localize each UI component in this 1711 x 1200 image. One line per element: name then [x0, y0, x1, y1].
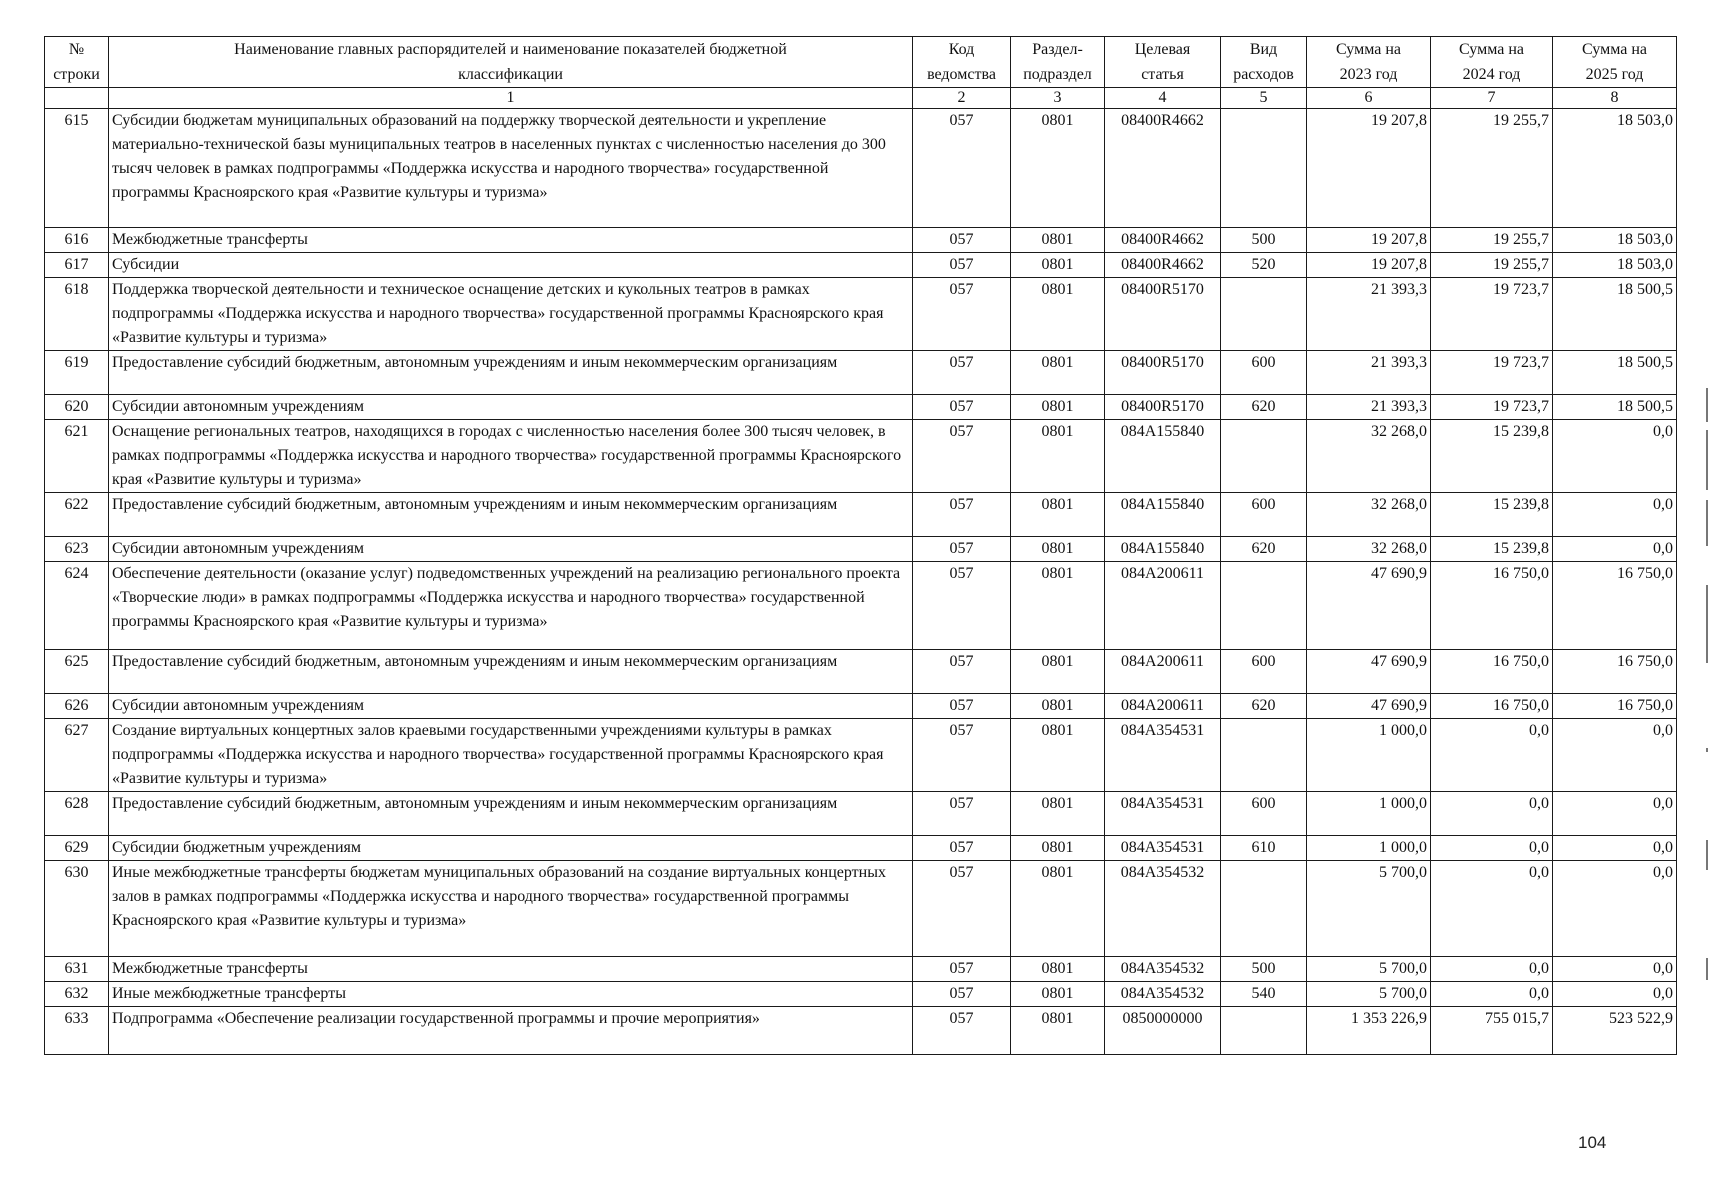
- expense-type: [1221, 278, 1307, 351]
- expense-type: [1221, 109, 1307, 228]
- target-article: 084A354532: [1105, 957, 1221, 982]
- sum-2023: 47 690,9: [1307, 562, 1431, 650]
- dept-code: 057: [913, 836, 1011, 861]
- sum-2023: 32 268,0: [1307, 493, 1431, 537]
- dept-code: 057: [913, 650, 1011, 694]
- sum-2024: 19 723,7: [1431, 351, 1553, 395]
- sum-2024: 0,0: [1431, 861, 1553, 957]
- section-code: 0801: [1011, 395, 1105, 420]
- dept-code: 057: [913, 395, 1011, 420]
- header-section: Раздел- подраздел: [1011, 37, 1105, 88]
- target-article: 0850000000: [1105, 1007, 1221, 1055]
- sum-2024: 15 239,8: [1431, 493, 1553, 537]
- sum-2024: 0,0: [1431, 982, 1553, 1007]
- row-number: 631: [45, 957, 109, 982]
- target-article: 08400R4662: [1105, 228, 1221, 253]
- sum-2023: 5 700,0: [1307, 982, 1431, 1007]
- target-article: 084A155840: [1105, 493, 1221, 537]
- table-row: [45, 861, 1677, 957]
- target-article: 084A155840: [1105, 537, 1221, 562]
- header-expense-type: Вид расходов: [1221, 37, 1307, 88]
- table-row: [45, 562, 1677, 650]
- table-row: [45, 982, 1677, 1007]
- sum-2025: 0,0: [1553, 836, 1677, 861]
- row-number: 628: [45, 792, 109, 836]
- expense-type: 520: [1221, 253, 1307, 278]
- table-row: [45, 253, 1677, 278]
- sum-2025: 0,0: [1553, 537, 1677, 562]
- section-code: 0801: [1011, 351, 1105, 395]
- section-code: 0801: [1011, 493, 1105, 537]
- row-number: 632: [45, 982, 109, 1007]
- row-number: 616: [45, 228, 109, 253]
- expense-type: 600: [1221, 650, 1307, 694]
- sum-2023: 21 393,3: [1307, 351, 1431, 395]
- sum-2023: 32 268,0: [1307, 420, 1431, 493]
- target-article: 084A155840: [1105, 420, 1221, 493]
- section-code: 0801: [1011, 228, 1105, 253]
- dept-code: 057: [913, 719, 1011, 792]
- sum-2023: 21 393,3: [1307, 395, 1431, 420]
- row-number: 633: [45, 1007, 109, 1055]
- section-code: 0801: [1011, 982, 1105, 1007]
- row-number: 615: [45, 109, 109, 228]
- expense-type: 620: [1221, 537, 1307, 562]
- row-number: 627: [45, 719, 109, 792]
- sum-2024: 19 723,7: [1431, 395, 1553, 420]
- row-name: Субсидии автономным учреждениям: [109, 694, 913, 719]
- row-name: Иные межбюджетные трансферты: [109, 982, 913, 1007]
- target-article: 084A354531: [1105, 792, 1221, 836]
- sum-2025: 0,0: [1553, 493, 1677, 537]
- section-code: 0801: [1011, 1007, 1105, 1055]
- sum-2024: 0,0: [1431, 792, 1553, 836]
- row-name: Обеспечение деятельности (оказание услуг) подведомственных учреждений на реализацию регионального проекта «Творческие люди» в рамках подпрограммы «Поддержка искусства и народного творчества» государственной программы Красноярского края «Развитие культуры и туризма»: [109, 562, 913, 650]
- expense-type: 620: [1221, 395, 1307, 420]
- section-code: 0801: [1011, 650, 1105, 694]
- column-number: 4: [1105, 88, 1221, 109]
- sum-2025: 16 750,0: [1553, 694, 1677, 719]
- header-dept-code: Код ведомства: [913, 37, 1011, 88]
- table-row: [45, 109, 1677, 228]
- sum-2023: 21 393,3: [1307, 278, 1431, 351]
- section-code: 0801: [1011, 694, 1105, 719]
- sum-2025: 0,0: [1553, 861, 1677, 957]
- dept-code: 057: [913, 694, 1011, 719]
- expense-type: [1221, 861, 1307, 957]
- column-number: 1: [109, 88, 913, 109]
- target-article: 084A354531: [1105, 719, 1221, 792]
- row-number: 622: [45, 493, 109, 537]
- row-name: Иные межбюджетные трансферты бюджетам муниципальных образований на создание виртуальных концертных залов в рамках подпрограммы «Поддержка искусства и народного творчества» государственной программы Красноярского края «Развитие культуры и туризма»: [109, 861, 913, 957]
- row-name: Межбюджетные трансферты: [109, 228, 913, 253]
- dept-code: 057: [913, 982, 1011, 1007]
- sum-2024: 0,0: [1431, 719, 1553, 792]
- sum-2025: 0,0: [1553, 420, 1677, 493]
- expense-type: [1221, 1007, 1307, 1055]
- dept-code: 057: [913, 537, 1011, 562]
- sum-2023: 5 700,0: [1307, 861, 1431, 957]
- sum-2024: 16 750,0: [1431, 694, 1553, 719]
- scan-mark: [1706, 500, 1708, 546]
- row-number: 624: [45, 562, 109, 650]
- expense-type: 600: [1221, 351, 1307, 395]
- row-name: Предоставление субсидий бюджетным, автономным учреждениям и иным некоммерческим организациям: [109, 493, 913, 537]
- target-article: 08400R4662: [1105, 253, 1221, 278]
- header-target-article: Целевая статья: [1105, 37, 1221, 88]
- sum-2023: 47 690,9: [1307, 694, 1431, 719]
- sum-2024: 16 750,0: [1431, 650, 1553, 694]
- budget-table: [44, 36, 1677, 1055]
- row-number: 630: [45, 861, 109, 957]
- sum-2023: 1 000,0: [1307, 719, 1431, 792]
- scan-mark: [1706, 388, 1708, 422]
- row-number: 620: [45, 395, 109, 420]
- target-article: 084A354531: [1105, 836, 1221, 861]
- expense-type: [1221, 562, 1307, 650]
- sum-2024: 16 750,0: [1431, 562, 1553, 650]
- table-row: [45, 420, 1677, 493]
- target-article: 084A200611: [1105, 650, 1221, 694]
- row-name: Предоставление субсидий бюджетным, автономным учреждениям и иным некоммерческим организациям: [109, 792, 913, 836]
- sum-2024: 19 723,7: [1431, 278, 1553, 351]
- header-sum-2024: Сумма на 2024 год: [1431, 37, 1553, 88]
- sum-2023: 1 000,0: [1307, 836, 1431, 861]
- sum-2024: 755 015,7: [1431, 1007, 1553, 1055]
- dept-code: 057: [913, 228, 1011, 253]
- sum-2025: 16 750,0: [1553, 562, 1677, 650]
- sum-2025: 523 522,9: [1553, 1007, 1677, 1055]
- table-row: [45, 957, 1677, 982]
- sum-2024: 19 255,7: [1431, 109, 1553, 228]
- target-article: 08400R5170: [1105, 395, 1221, 420]
- sum-2025: 0,0: [1553, 957, 1677, 982]
- target-article: 08400R5170: [1105, 351, 1221, 395]
- header-sum-2023: Сумма на 2023 год: [1307, 37, 1431, 88]
- expense-type: 540: [1221, 982, 1307, 1007]
- table-row: [45, 694, 1677, 719]
- sum-2023: 19 207,8: [1307, 228, 1431, 253]
- row-name: Субсидии: [109, 253, 913, 278]
- sum-2024: 15 239,8: [1431, 537, 1553, 562]
- expense-type: 600: [1221, 792, 1307, 836]
- dept-code: 057: [913, 351, 1011, 395]
- section-code: 0801: [1011, 957, 1105, 982]
- section-code: 0801: [1011, 792, 1105, 836]
- sum-2025: 0,0: [1553, 719, 1677, 792]
- dept-code: 057: [913, 278, 1011, 351]
- dept-code: 057: [913, 1007, 1011, 1055]
- row-number: 619: [45, 351, 109, 395]
- table-row: [45, 537, 1677, 562]
- section-code: 0801: [1011, 836, 1105, 861]
- table-row: [45, 395, 1677, 420]
- header-row-no: № строки: [45, 37, 109, 88]
- page-number: 104: [1578, 1133, 1607, 1152]
- sum-2023: 1 000,0: [1307, 792, 1431, 836]
- expense-type: 600: [1221, 493, 1307, 537]
- row-number: 617: [45, 253, 109, 278]
- target-article: 084A354532: [1105, 861, 1221, 957]
- sum-2023: 19 207,8: [1307, 109, 1431, 228]
- row-number: 623: [45, 537, 109, 562]
- sum-2025: 0,0: [1553, 982, 1677, 1007]
- dept-code: 057: [913, 792, 1011, 836]
- scan-mark: [1706, 840, 1708, 870]
- row-name: Межбюджетные трансферты: [109, 957, 913, 982]
- table-body: [45, 109, 1677, 1055]
- header-sum-2025: Сумма на 2025 год: [1553, 37, 1677, 88]
- sum-2023: 32 268,0: [1307, 537, 1431, 562]
- table-row: [45, 228, 1677, 253]
- sum-2025: 18 500,5: [1553, 351, 1677, 395]
- section-code: 0801: [1011, 420, 1105, 493]
- dept-code: 057: [913, 253, 1011, 278]
- table-row: [45, 719, 1677, 792]
- column-number: 6: [1307, 88, 1431, 109]
- sum-2024: 19 255,7: [1431, 253, 1553, 278]
- sum-2024: 0,0: [1431, 957, 1553, 982]
- sum-2023: 5 700,0: [1307, 957, 1431, 982]
- section-code: 0801: [1011, 278, 1105, 351]
- sum-2024: 0,0: [1431, 836, 1553, 861]
- sum-2023: 47 690,9: [1307, 650, 1431, 694]
- row-name: Субсидии автономным учреждениям: [109, 537, 913, 562]
- row-number: 629: [45, 836, 109, 861]
- table-row: [45, 1007, 1677, 1055]
- table-row: [45, 836, 1677, 861]
- sum-2025: 18 503,0: [1553, 228, 1677, 253]
- row-name: Подпрограмма «Обеспечение реализации государственной программы и прочие мероприятия»: [109, 1007, 913, 1055]
- row-name: Предоставление субсидий бюджетным, автономным учреждениям и иным некоммерческим организациям: [109, 650, 913, 694]
- header-row: [45, 37, 1677, 88]
- expense-type: 500: [1221, 228, 1307, 253]
- sum-2024: 19 255,7: [1431, 228, 1553, 253]
- header-name: Наименование главных распорядителей и наименование показателей бюджетной классификации: [109, 37, 913, 88]
- row-number: 626: [45, 694, 109, 719]
- row-name: Оснащение региональных театров, находящихся в городах с численностью населения более 300 тысяч человек, в рамках подпрограммы «Поддержка искусства и народного творчества» государственной программы Красноярского края «Развитие культуры и туризма»: [109, 420, 913, 493]
- column-number: 5: [1221, 88, 1307, 109]
- scan-mark: [1706, 430, 1708, 490]
- dept-code: 057: [913, 109, 1011, 228]
- row-number: 618: [45, 278, 109, 351]
- row-name: Субсидии автономным учреждениям: [109, 395, 913, 420]
- sum-2025: 18 500,5: [1553, 278, 1677, 351]
- section-code: 0801: [1011, 719, 1105, 792]
- target-article: 084A200611: [1105, 694, 1221, 719]
- column-number: 2: [913, 88, 1011, 109]
- row-name: Поддержка творческой деятельности и техническое оснащение детских и кукольных театров в рамках подпрограммы «Поддержка искусства и народного творчества» государственной программы Красноярского края «Развитие культуры и туризма»: [109, 278, 913, 351]
- expense-type: [1221, 420, 1307, 493]
- table-row: [45, 792, 1677, 836]
- scan-mark: [1706, 748, 1708, 752]
- column-number-row: [45, 88, 1677, 109]
- section-code: 0801: [1011, 861, 1105, 957]
- sum-2025: 18 500,5: [1553, 395, 1677, 420]
- target-article: 08400R4662: [1105, 109, 1221, 228]
- sum-2023: 1 353 226,9: [1307, 1007, 1431, 1055]
- column-number: 7: [1431, 88, 1553, 109]
- row-number: 625: [45, 650, 109, 694]
- table-row: [45, 351, 1677, 395]
- sum-2025: 16 750,0: [1553, 650, 1677, 694]
- sum-2024: 15 239,8: [1431, 420, 1553, 493]
- row-name: Предоставление субсидий бюджетным, автономным учреждениям и иным некоммерческим организациям: [109, 351, 913, 395]
- section-code: 0801: [1011, 562, 1105, 650]
- table-row: [45, 278, 1677, 351]
- section-code: 0801: [1011, 537, 1105, 562]
- expense-type: 620: [1221, 694, 1307, 719]
- dept-code: 057: [913, 493, 1011, 537]
- expense-type: 610: [1221, 836, 1307, 861]
- row-number: 621: [45, 420, 109, 493]
- column-number: 3: [1011, 88, 1105, 109]
- sum-2023: 19 207,8: [1307, 253, 1431, 278]
- column-number: [45, 88, 109, 109]
- sum-2025: 18 503,0: [1553, 253, 1677, 278]
- target-article: 084A354532: [1105, 982, 1221, 1007]
- table-row: [45, 650, 1677, 694]
- target-article: 08400R5170: [1105, 278, 1221, 351]
- table-row: [45, 493, 1677, 537]
- sum-2025: 18 503,0: [1553, 109, 1677, 228]
- dept-code: 057: [913, 420, 1011, 493]
- section-code: 0801: [1011, 109, 1105, 228]
- row-name: Субсидии бюджетным учреждениям: [109, 836, 913, 861]
- dept-code: 057: [913, 861, 1011, 957]
- target-article: 084A200611: [1105, 562, 1221, 650]
- scan-mark: [1706, 958, 1708, 980]
- row-name: Субсидии бюджетам муниципальных образований на поддержку творческой деятельности и укрепление материально-технической базы муниципальных театров в населенных пунктах с численностью населения до 300 тысяч человек в рамках подпрограммы «Поддержка искусства и народного творчества» государственной программы Красноярского края «Развитие культуры и туризма»: [109, 109, 913, 228]
- expense-type: [1221, 719, 1307, 792]
- dept-code: 057: [913, 562, 1011, 650]
- row-name: Создание виртуальных концертных залов краевыми государственными учреждениями культуры в рамках подпрограммы «Поддержка искусства и народного творчества» государственной программы Красноярского края «Развитие культуры и туризма»: [109, 719, 913, 792]
- sum-2025: 0,0: [1553, 792, 1677, 836]
- column-number: 8: [1553, 88, 1677, 109]
- expense-type: 500: [1221, 957, 1307, 982]
- scan-mark: [1706, 585, 1708, 663]
- dept-code: 057: [913, 957, 1011, 982]
- section-code: 0801: [1011, 253, 1105, 278]
